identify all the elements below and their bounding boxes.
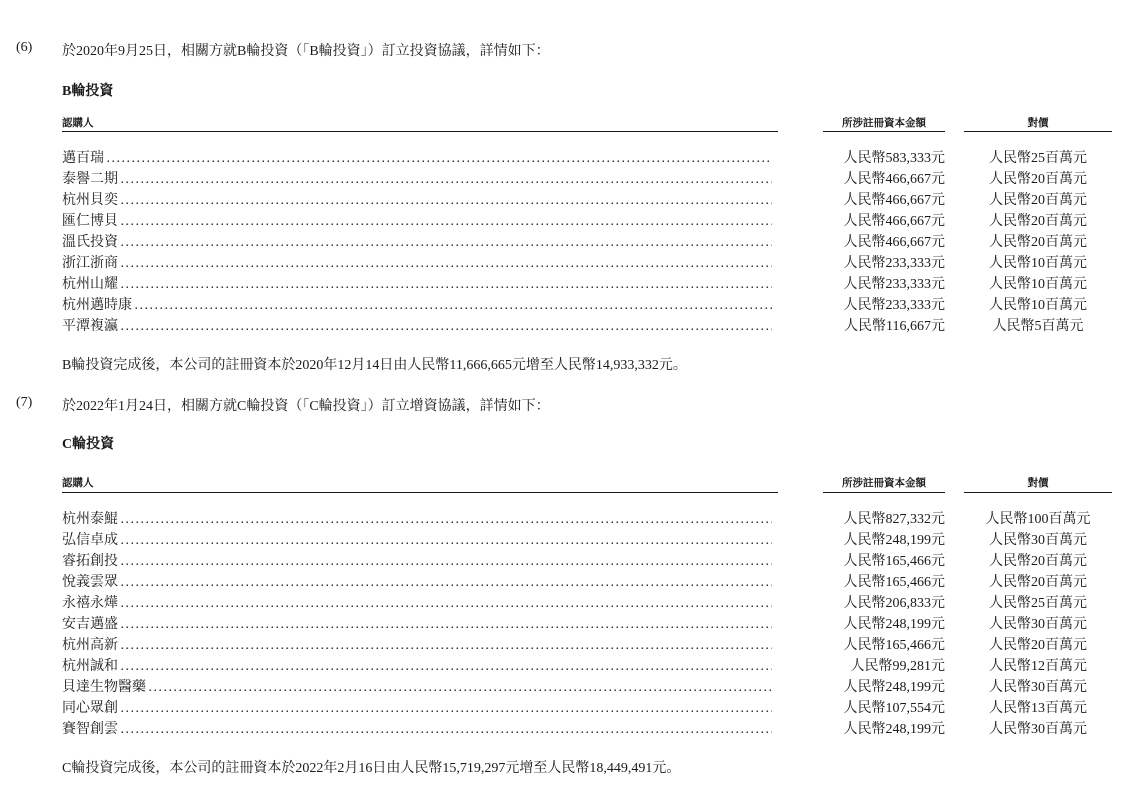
column-header-consideration: 對價 xyxy=(1027,478,1049,489)
registered-capital-amount: 人民幣116,667元 xyxy=(844,319,945,334)
column-header-subscriber: 認購人 xyxy=(62,478,94,489)
consideration-amount: 人民幣10百萬元 xyxy=(989,256,1087,271)
section-title: C輪投資 xyxy=(62,437,115,452)
subscriber-name: 浙江浙商 . . . xyxy=(62,253,772,274)
subscriber-name: 杭州高新 . . . xyxy=(62,635,772,656)
header-rule xyxy=(964,492,1112,493)
subscriber-name: 邁百瑞 . . . xyxy=(62,148,772,169)
subscriber-name: 賽智創雲 . . . xyxy=(62,719,772,740)
header-rule xyxy=(62,131,778,132)
consideration-amount: 人民幣30百萬元 xyxy=(989,617,1087,632)
consideration-amount: 人民幣25百萬元 xyxy=(989,596,1087,611)
subscriber-name: 平潭複瀛 . . . xyxy=(62,316,772,337)
table-row xyxy=(0,593,1134,614)
section-number: (7) xyxy=(16,395,33,410)
consideration-amount: 人民幣30百萬元 xyxy=(989,680,1087,695)
column-header-consideration: 對價 xyxy=(1027,118,1049,129)
registered-capital-amount: 人民幣165,466元 xyxy=(843,575,945,590)
table-row xyxy=(0,232,1134,253)
header-rule xyxy=(823,131,945,132)
registered-capital-amount: 人民幣248,199元 xyxy=(843,722,945,737)
table-row xyxy=(0,677,1134,698)
subscriber-name: 悅義雲眾 . . . xyxy=(62,572,772,593)
table-row xyxy=(0,169,1134,190)
registered-capital-amount: 人民幣206,833元 xyxy=(843,596,945,611)
table-row xyxy=(0,253,1134,274)
registered-capital-amount: 人民幣233,333元 xyxy=(843,298,945,313)
table-row xyxy=(0,698,1134,719)
consideration-amount: 人民幣30百萬元 xyxy=(989,533,1087,548)
subscriber-name: 泰譽二期 . . . xyxy=(62,169,772,190)
table-row xyxy=(0,551,1134,572)
table-row xyxy=(0,572,1134,593)
consideration-amount: 人民幣30百萬元 xyxy=(989,722,1087,737)
registered-capital-amount: 人民幣466,667元 xyxy=(843,193,945,208)
table-row xyxy=(0,719,1134,740)
consideration-amount: 人民幣20百萬元 xyxy=(989,638,1087,653)
registered-capital-amount: 人民幣107,554元 xyxy=(843,701,945,716)
subscriber-name: 匯仁博貝 . . . xyxy=(62,211,772,232)
subscriber-name: 杭州泰鯤 . . . xyxy=(62,509,772,530)
column-header-capital: 所涉註冊資本金額 xyxy=(842,118,926,129)
subscriber-table xyxy=(0,148,1134,337)
registered-capital-amount: 人民幣233,333元 xyxy=(843,277,945,292)
registered-capital-amount: 人民幣248,199元 xyxy=(843,680,945,695)
table-row xyxy=(0,316,1134,337)
subscriber-name: 同心眾創 . . . xyxy=(62,698,772,719)
subscriber-name: 睿拓創投 . . . xyxy=(62,551,772,572)
registered-capital-amount: 人民幣583,333元 xyxy=(843,151,945,166)
table-row xyxy=(0,614,1134,635)
section-title: B輪投資 xyxy=(62,84,114,99)
registered-capital-amount: 人民幣466,667元 xyxy=(843,235,945,250)
subscriber-name: 貝達生物醫藥 . . . xyxy=(62,677,772,698)
table-row xyxy=(0,211,1134,232)
registered-capital-amount: 人民幣99,281元 xyxy=(850,659,945,674)
subscriber-table xyxy=(0,509,1134,740)
header-rule xyxy=(964,131,1112,132)
consideration-amount: 人民幣5百萬元 xyxy=(992,319,1084,334)
subscriber-name: 杭州誠和 . . . xyxy=(62,656,772,677)
subscriber-name: 杭州山耀 . . . xyxy=(62,274,772,295)
table-row xyxy=(0,656,1134,677)
column-header-subscriber: 認購人 xyxy=(62,118,94,129)
table-row xyxy=(0,295,1134,316)
subscriber-name: 安吉邁盛 . . . xyxy=(62,614,772,635)
table-row xyxy=(0,190,1134,211)
registered-capital-amount: 人民幣233,333元 xyxy=(843,256,945,271)
header-rule xyxy=(823,492,945,493)
table-row xyxy=(0,509,1134,530)
consideration-amount: 人民幣25百萬元 xyxy=(989,151,1087,166)
subscriber-name: 弘信卓成 . . . xyxy=(62,530,772,551)
header-rule xyxy=(62,492,778,493)
registered-capital-amount: 人民幣165,466元 xyxy=(843,638,945,653)
consideration-amount: 人民幣100百萬元 xyxy=(985,512,1091,527)
section-number: (6) xyxy=(16,40,33,55)
consideration-amount: 人民幣20百萬元 xyxy=(989,214,1087,229)
table-row xyxy=(0,148,1134,169)
subscriber-name: 永禧永燁 . . . xyxy=(62,593,772,614)
subscriber-name: 杭州貝奕 . . . xyxy=(62,190,772,211)
consideration-amount: 人民幣20百萬元 xyxy=(989,172,1087,187)
section-intro: 於2020年9月25日，相關方就B輪投資（「B輪投資」）訂立投資協議，詳情如下： xyxy=(62,44,550,59)
subscriber-name: 溫氏投資 . . . xyxy=(62,232,772,253)
registered-capital-amount: 人民幣165,466元 xyxy=(843,554,945,569)
consideration-amount: 人民幣20百萬元 xyxy=(989,235,1087,250)
table-row xyxy=(0,530,1134,551)
section-intro: 於2022年1月24日，相關方就C輪投資（「C輪投資」）訂立增資協議，詳情如下： xyxy=(62,399,550,414)
registered-capital-amount: 人民幣466,667元 xyxy=(843,214,945,229)
completion-note: C輪投資完成後，本公司的註冊資本於2022年2月16日由人民幣15,719,297元增至人民幣18,449,491元。 xyxy=(62,761,681,776)
subscriber-name: 杭州邁時康 . . . xyxy=(62,295,772,316)
consideration-amount: 人民幣20百萬元 xyxy=(989,575,1087,590)
consideration-amount: 人民幣12百萬元 xyxy=(989,659,1087,674)
consideration-amount: 人民幣10百萬元 xyxy=(989,298,1087,313)
column-header-capital: 所涉註冊資本金額 xyxy=(842,478,926,489)
table-row xyxy=(0,274,1134,295)
consideration-amount: 人民幣10百萬元 xyxy=(989,277,1087,292)
registered-capital-amount: 人民幣827,332元 xyxy=(843,512,945,527)
consideration-amount: 人民幣20百萬元 xyxy=(989,193,1087,208)
table-row xyxy=(0,635,1134,656)
registered-capital-amount: 人民幣248,199元 xyxy=(843,617,945,632)
consideration-amount: 人民幣20百萬元 xyxy=(989,554,1087,569)
completion-note: B輪投資完成後，本公司的註冊資本於2020年12月14日由人民幣11,666,665元增至人民幣14,933,332元。 xyxy=(62,358,687,373)
consideration-amount: 人民幣13百萬元 xyxy=(989,701,1087,716)
registered-capital-amount: 人民幣248,199元 xyxy=(843,533,945,548)
registered-capital-amount: 人民幣466,667元 xyxy=(843,172,945,187)
